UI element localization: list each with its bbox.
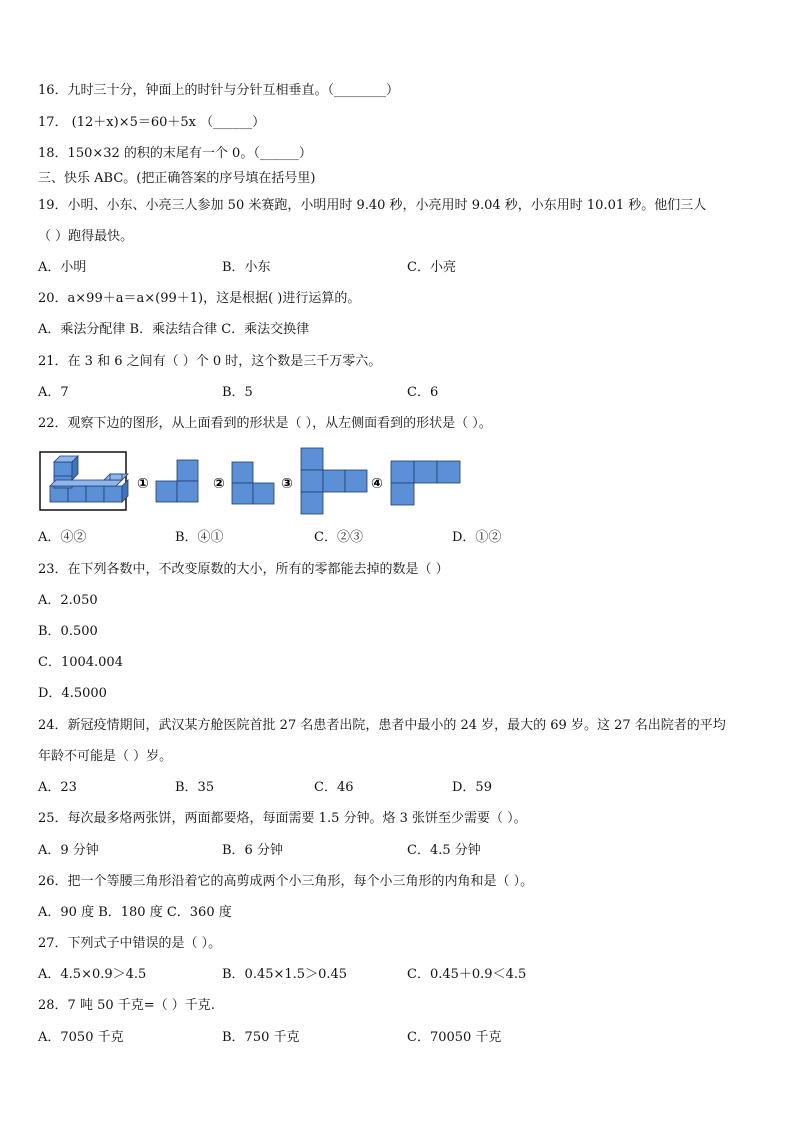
q23-option-b: B．0.500 [38, 624, 98, 639]
view-option-4 [391, 461, 460, 505]
q24-option-a: A．23 [38, 780, 77, 795]
q19-option-c: C．小亮 [407, 260, 456, 275]
q23-option-d: D．4.5000 [38, 686, 107, 701]
question-19-stem: 19．小明、小东、小亮三人参加 50 米赛跑，小明用时 9.40 秒，小亮用时 9.04 秒，小东用时 10.01 秒。他们三人 [38, 198, 707, 213]
view-option-2 [232, 462, 274, 504]
question-22-stem: 22．观察下边的图形，从上面看到的形状是（ ），从左侧面看到的形状是（ ）。 [38, 416, 492, 431]
q27-option-c: C．0.45＋0.9＜4.5 [407, 967, 527, 982]
section-3-heading: 三、快乐 ABC。(把正确答案的序号填在括号里) [38, 171, 316, 186]
q27-option-a: A．4.5×0.9＞4.5 [38, 967, 147, 982]
q19-option-b: B．小东 [222, 260, 271, 275]
q24-option-c: C．46 [314, 780, 354, 795]
q24-option-d: D．59 [452, 780, 492, 795]
q28-option-b: B．750 千克 [222, 1030, 300, 1045]
question-20-stem: 20．a×99＋a＝a×(99＋1)，这是根据( )进行运算的。 [38, 291, 361, 306]
question-23-stem: 23．在下列各数中，不改变原数的大小，所有的零都能去掉的数是（ ） [38, 562, 449, 577]
q19-option-a: A．小明 [38, 260, 87, 275]
q23-option-c: C．1004.004 [38, 655, 123, 670]
view-label-2: ② [213, 476, 225, 492]
q21-option-c: C．6 [407, 385, 439, 400]
q24-option-b: B．35 [175, 780, 215, 795]
question-18: 18．150×32 的积的末尾有一个 0。（______） [38, 146, 312, 161]
question-27-stem: 27．下列式子中错误的是（ ）。 [38, 936, 222, 951]
q25-option-b: B．6 分钟 [222, 843, 283, 858]
question-25-stem: 25．每次最多烙两张饼，两面都要烙，每面需要 1.5 分钟。烙 3 张饼至少需要（ ）。 [38, 811, 527, 826]
question-28-stem: 28．7 吨 50 千克=（ ）千克. [38, 998, 215, 1013]
q28-option-a: A．7050 千克 [38, 1030, 124, 1045]
cube-stack-figure [40, 452, 128, 510]
q26-options: A．90 度 B．180 度 C．360 度 [38, 905, 232, 920]
q27-option-b: B．0.45×1.5＞0.45 [222, 967, 348, 982]
q20-options: A．乘法分配律 B．乘法结合律 C．乘法交换律 [38, 322, 310, 337]
q22-option-a: A．④② [38, 530, 87, 545]
q22-option-b: B．④① [175, 530, 224, 545]
q21-option-b: B．5 [222, 385, 253, 400]
question-24-stem: 24．新冠疫情期间，武汉某方舱医院首批 27 名患者出院，患者中最小的 24 岁，最大的 69 岁。这 27 名出院者的平均 [38, 718, 726, 733]
q21-option-a: A．7 [38, 385, 69, 400]
q25-option-c: C．4.5 分钟 [407, 843, 481, 858]
question-17: 17． (12＋x)×5＝60＋5x （______） [38, 115, 266, 130]
q28-option-c: C．70050 千克 [407, 1030, 502, 1045]
q25-option-a: A．9 分钟 [38, 843, 99, 858]
question-24-stem-cont: 年龄不可能是（ ）岁。 [38, 749, 173, 764]
view-label-1: ① [137, 476, 149, 492]
question-19-stem-cont: （ ）跑得最快。 [38, 229, 134, 244]
q22-option-d: D．①② [452, 530, 502, 545]
question-21-stem: 21．在 3 和 6 之间有（ ）个 0 时，这个数是三千万零六。 [38, 354, 382, 369]
q23-option-a: A．2.050 [38, 593, 98, 608]
question-16: 16．九时三十分，钟面上的时针与分针互相垂直。（________） [38, 83, 400, 98]
q22-option-c: C．②③ [314, 530, 363, 545]
view-option-3 [301, 448, 367, 514]
view-option-1 [156, 460, 198, 502]
q22-figure [38, 446, 478, 518]
question-26-stem: 26．把一个等腰三角形沿着它的高剪成两个小三角形，每个小三角形的内角和是（ ）。 [38, 874, 534, 889]
view-label-3: ③ [281, 476, 293, 492]
view-label-4: ④ [371, 476, 383, 492]
